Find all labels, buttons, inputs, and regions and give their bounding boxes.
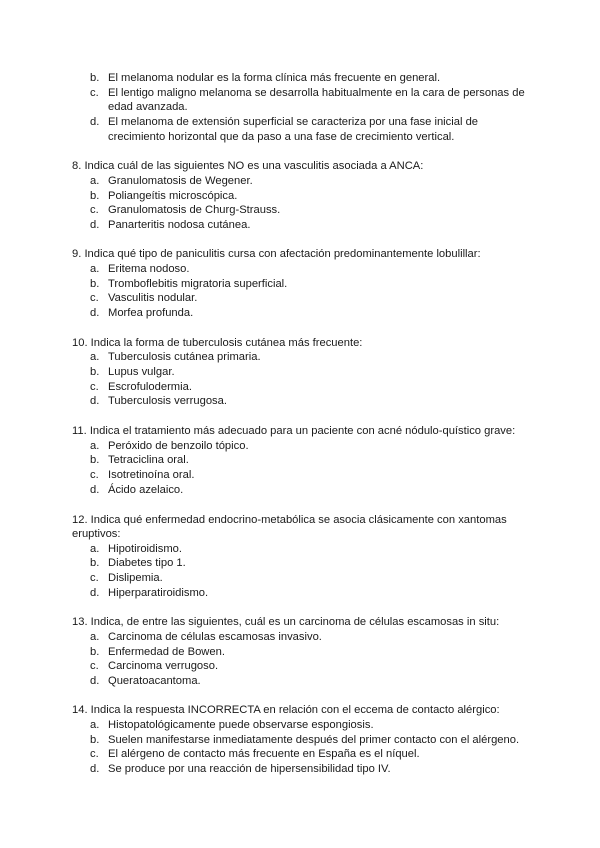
option-letter: c. xyxy=(90,660,99,672)
option-text: El alérgeno de contacto más frecuente en España es el níquel. xyxy=(108,748,420,760)
option-letter: a. xyxy=(90,440,100,452)
option-text: Queratoacantoma. xyxy=(108,675,201,687)
option-letter: c. xyxy=(90,87,99,99)
option-letter: b. xyxy=(90,72,100,84)
option-text: Se produce por una reacción de hipersensibilidad tipo IV. xyxy=(108,763,391,775)
option-text: Morfea profunda. xyxy=(108,307,194,319)
option-text: Peróxido de benzoilo tópico. xyxy=(108,440,249,452)
option-text: Ácido azelaico. xyxy=(108,484,184,496)
option-text: Escrofulodermia. xyxy=(108,381,192,393)
option-letter: c. xyxy=(90,572,99,584)
option-text: Carcinoma verrugoso. xyxy=(108,660,219,672)
question-stem: 9. Indica qué tipo de paniculitis cursa con afectación predominantemente lobulillar: xyxy=(72,248,481,260)
option-letter: c. xyxy=(90,292,99,304)
option-text: Tuberculosis cutánea primaria. xyxy=(108,351,261,363)
option-text: Tuberculosis verrugosa. xyxy=(108,395,227,407)
option-letter: d. xyxy=(90,116,100,128)
option-text: El melanoma de extensión superficial se caracteriza por una fase inicial de xyxy=(108,116,479,128)
option-text: Tetraciclina oral. xyxy=(108,454,189,466)
option-letter: b. xyxy=(90,646,100,658)
option-letter: a. xyxy=(90,175,100,187)
option-letter: d. xyxy=(90,587,100,599)
option-letter: d. xyxy=(90,219,100,231)
option-letter: c. xyxy=(90,748,99,760)
option-letter: b. xyxy=(90,366,100,378)
option-letter: c. xyxy=(90,469,99,481)
option-text: El lentigo maligno melanoma se desarrolla habitualmente en la cara de personas de xyxy=(108,87,525,99)
option-text-continued: edad avanzada. xyxy=(108,101,188,113)
option-text: Dislipemia. xyxy=(108,572,163,584)
option-text: Carcinoma de células escamosas invasivo. xyxy=(108,631,322,643)
option-text: Histopatológicamente puede observarse espongiosis. xyxy=(108,719,374,731)
option-text: Diabetes tipo 1. xyxy=(108,557,186,569)
question-stem: 12. Indica qué enfermedad endocrino-metabólica se asocia clásicamente con xantomas xyxy=(72,514,507,526)
option-letter: c. xyxy=(90,204,99,216)
option-text: Tromboflebitis migratoria superficial. xyxy=(108,278,288,290)
option-letter: a. xyxy=(90,543,100,555)
option-letter: a. xyxy=(90,719,100,731)
option-letter: d. xyxy=(90,675,100,687)
option-text: Granulomatosis de Churg-Strauss. xyxy=(108,204,281,216)
option-letter: a. xyxy=(90,263,100,275)
option-letter: b. xyxy=(90,734,100,746)
option-letter: b. xyxy=(90,557,100,569)
option-letter: d. xyxy=(90,395,100,407)
option-letter: d. xyxy=(90,307,100,319)
question-stem: 14. Indica la respuesta INCORRECTA en relación con el eccema de contacto alérgico: xyxy=(72,704,500,716)
option-letter: b. xyxy=(90,190,100,202)
option-letter: b. xyxy=(90,454,100,466)
option-letter: d. xyxy=(90,484,100,496)
option-text: Eritema nodoso. xyxy=(108,263,190,275)
option-letter: c. xyxy=(90,381,99,393)
option-text: Isotretinoína oral. xyxy=(108,469,195,481)
option-letter: d. xyxy=(90,763,100,775)
option-letter: a. xyxy=(90,631,100,643)
question-stem: 11. Indica el tratamiento más adecuado para un paciente con acné nódulo-quístico grave: xyxy=(72,425,516,437)
option-text: Vasculitis nodular. xyxy=(108,292,198,304)
option-text: Panarteritis nodosa cutánea. xyxy=(108,219,251,231)
option-text: Suelen manifestarse inmediatamente después del primer contacto con el alérgeno. xyxy=(108,734,520,746)
option-letter: a. xyxy=(90,351,100,363)
question-stem-continued: eruptivos: xyxy=(72,528,121,540)
question-stem: 10. Indica la forma de tuberculosis cutánea más frecuente: xyxy=(72,337,363,349)
option-text: Granulomatosis de Wegener. xyxy=(108,175,253,187)
option-text: Hiperparatiroidismo. xyxy=(108,587,209,599)
option-text: Hipotiroidismo. xyxy=(108,543,182,555)
question-stem: 8. Indica cuál de las siguientes NO es una vasculitis asociada a ANCA: xyxy=(72,160,424,172)
option-text: El melanoma nodular es la forma clínica más frecuente en general. xyxy=(108,72,441,84)
option-letter: b. xyxy=(90,278,100,290)
option-text-continued: crecimiento horizontal que da paso a una fase de crecimiento vertical. xyxy=(108,131,455,143)
option-text: Lupus vulgar. xyxy=(108,366,175,378)
option-text: Enfermedad de Bowen. xyxy=(108,646,225,658)
question-stem: 13. Indica, de entre las siguientes, cuál es un carcinoma de células escamosas in situ: xyxy=(72,616,500,628)
option-text: Poliangeítis microscópica. xyxy=(108,190,238,202)
